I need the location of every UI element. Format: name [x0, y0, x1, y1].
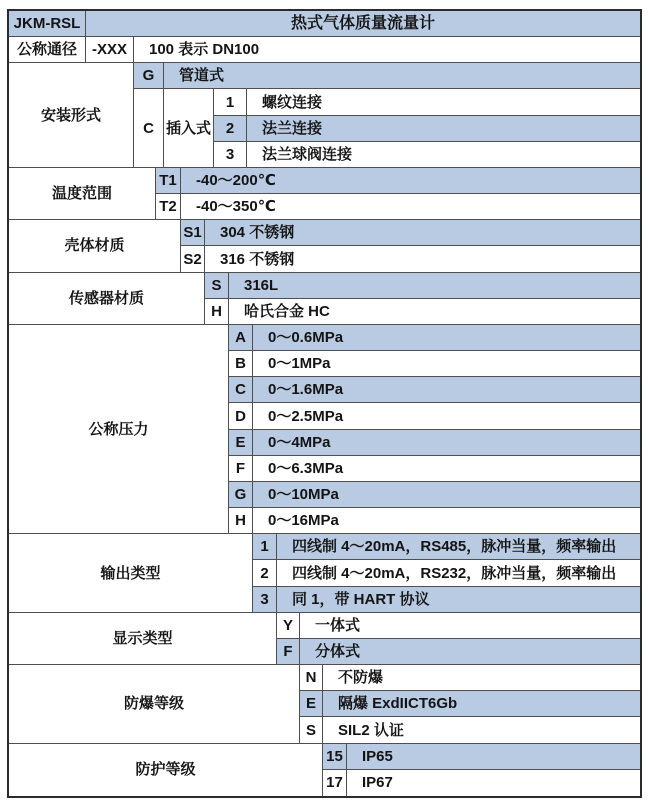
pipe-type-desc: 管道式 [164, 63, 640, 89]
display-f-desc: 分体式 [300, 639, 640, 665]
pressure-a-desc: 0～0.6MPa [253, 325, 640, 351]
spec-code-table [7, 9, 642, 798]
install-type-label: 安装形式 [9, 63, 134, 168]
protection-17-code: 17 [323, 770, 347, 796]
display-y-desc: 一体式 [300, 613, 640, 639]
pressure-h-code: H [229, 508, 253, 534]
insertion-option-1-code: 1 [214, 89, 247, 115]
output-2-code: 2 [253, 560, 277, 586]
protection-17-desc: IP67 [347, 770, 640, 796]
insertion-option-2-desc: 法兰连接 [247, 116, 640, 142]
pressure-e-code: E [229, 430, 253, 456]
output-3-desc: 同 1，带 HART 协议 [277, 587, 640, 613]
explosion-e-code: E [300, 691, 323, 717]
display-y-code: Y [277, 613, 300, 639]
protection-label: 防护等级 [9, 744, 323, 796]
sensor-material-label: 传感器材质 [9, 273, 205, 325]
insertion-type-name: 插入式 [164, 89, 214, 168]
display-type-label: 显示类型 [9, 613, 277, 665]
temp-t1-code: T1 [156, 168, 181, 194]
sensor-h-desc: 哈氏合金 HC [229, 299, 640, 325]
pressure-c-desc: 0～1.6MPa [253, 377, 640, 403]
table-title: 热式气体质量流量计 [86, 11, 640, 37]
pressure-a-code: A [229, 325, 253, 351]
output-type-label: 输出类型 [9, 534, 253, 613]
display-f-code: F [277, 639, 300, 665]
sensor-h-code: H [205, 299, 229, 325]
insertion-type-code: C [134, 89, 164, 168]
housing-material-label: 壳体材质 [9, 220, 181, 272]
explosion-proof-label: 防爆等级 [9, 665, 300, 744]
pipe-type-code: G [134, 63, 164, 89]
explosion-s-desc: SIL2 认证 [323, 717, 640, 743]
pressure-f-code: F [229, 456, 253, 482]
output-2-desc: 四线制 4～20mA，RS232，脉冲当量，频率输出 [277, 560, 640, 586]
pressure-label: 公称压力 [9, 325, 229, 534]
pressure-e-desc: 0～4MPa [253, 430, 640, 456]
pressure-d-code: D [229, 403, 253, 429]
temp-t2-code: T2 [156, 194, 181, 220]
sensor-s-desc: 316L [229, 273, 640, 299]
temp-range-label: 温度范围 [9, 168, 156, 220]
output-1-desc: 四线制 4～20mA，RS485，脉冲当量，频率输出 [277, 534, 640, 560]
protection-15-code: 15 [323, 744, 347, 770]
protection-15-desc: IP65 [347, 744, 640, 770]
nominal-diameter-desc: 100 表示 DN100 [134, 37, 640, 63]
sensor-s-code: S [205, 273, 229, 299]
housing-s1-code: S1 [181, 220, 205, 246]
output-3-code: 3 [253, 587, 277, 613]
housing-s2-desc: 316 不锈钢 [205, 246, 640, 272]
explosion-n-desc: 不防爆 [323, 665, 640, 691]
temp-t1-desc: -40～200℃ [181, 168, 640, 194]
explosion-n-code: N [300, 665, 323, 691]
insertion-option-3-desc: 法兰球阀连接 [247, 142, 640, 168]
pressure-g-code: G [229, 482, 253, 508]
pressure-c-code: C [229, 377, 253, 403]
pressure-g-desc: 0～10MPa [253, 482, 640, 508]
temp-t2-desc: -40～350℃ [181, 194, 640, 220]
insertion-option-2-code: 2 [214, 116, 247, 142]
pressure-f-desc: 0～6.3MPa [253, 456, 640, 482]
nominal-diameter-label: 公称通径 [9, 37, 86, 63]
explosion-s-code: S [300, 717, 323, 743]
pressure-d-desc: 0～2.5MPa [253, 403, 640, 429]
insertion-option-3-code: 3 [214, 142, 247, 168]
output-1-code: 1 [253, 534, 277, 560]
housing-s2-code: S2 [181, 246, 205, 272]
nominal-diameter-code: -XXX [86, 37, 134, 63]
model-code: JKM-RSL [9, 11, 86, 37]
explosion-e-desc: 隔爆 ExdIICT6Gb [323, 691, 640, 717]
pressure-b-code: B [229, 351, 253, 377]
pressure-h-desc: 0～16MPa [253, 508, 640, 534]
housing-s1-desc: 304 不锈钢 [205, 220, 640, 246]
insertion-option-1-desc: 螺纹连接 [247, 89, 640, 115]
pressure-b-desc: 0～1MPa [253, 351, 640, 377]
